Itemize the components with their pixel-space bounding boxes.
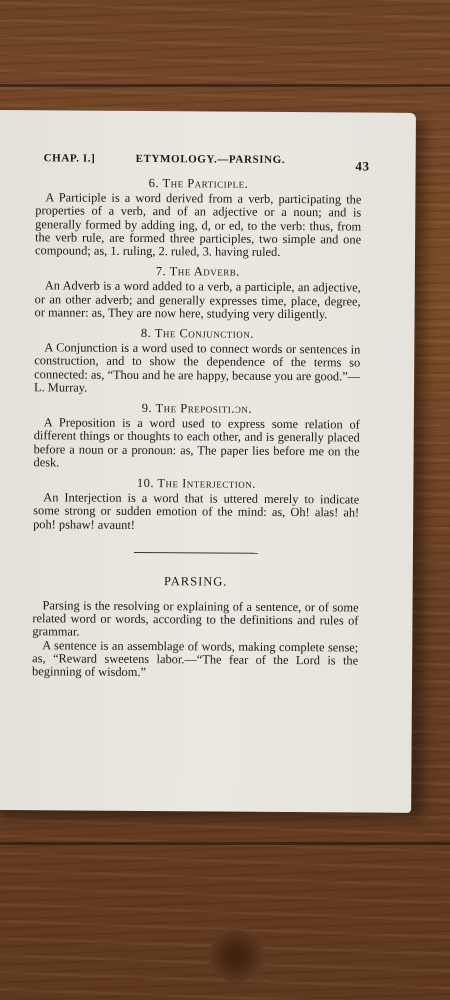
running-title: ETYMOLOGY.—PARSING. (135, 152, 286, 166)
section-heading: 8. The Conjunction. (140, 326, 254, 341)
section-text: A Preposition is a word used to express some relation of different things or thoughts to each other, and is generally placed before a noun or a pronoun: as, The paper lies before me on the desk. (33, 415, 360, 470)
wood-seam (0, 842, 450, 845)
section-heading: 6. The Participle. (148, 176, 249, 191)
parsing-definition: Parsing is the resolving or explaining of a sentence, or of some related word or words, according to the definitions and rules of grammar. (32, 598, 359, 640)
sentence-definition: A sentence is an assemblage of words, making complete sense; as, “Reward sweetens labor.—“The fear of the Lord is the beginning of wisdom.” (32, 637, 359, 680)
page-number: 43 (355, 158, 370, 174)
section-conjunction (34, 326, 360, 396)
section-interjection (33, 476, 359, 533)
section-heading: 9. The Prepositi.ɔn. (141, 401, 253, 416)
page-body (32, 176, 361, 681)
running-header (43, 148, 392, 174)
section-heading: 10. The Interjection. (136, 476, 256, 491)
section-divider (134, 552, 258, 554)
section-text: A Participle is a word derived from a verb, participating the properties of a verb, and of an adjective or a noun; and is generally formed by adding ing, d, or ed, to the verb: thus, from the verb rule, are formed three participles, two simple and one compound; as, 1. ruling, 2. ruled, 3. having ruled. (34, 190, 362, 259)
section-text: A Conjunction is a word used to connect words or sentences in construction, and to show the dependence of the terms so connected: as, “Thou and he are happy, because you are good.”—L. Murray. (34, 340, 361, 395)
section-participle (35, 176, 362, 259)
parsing-heading: PARSING. (163, 574, 228, 589)
chapter-label: CHAP. I.] (43, 152, 96, 165)
section-adverb (35, 264, 361, 321)
section-text: An Interjection is a word that is uttered merely to indicate some strong or sudden emotion of the mind: as, Oh! alas! ah! poh! pshaw! avaunt! (33, 490, 360, 532)
wood-seam (0, 84, 450, 87)
section-preposition (33, 401, 359, 471)
wood-knot (208, 930, 264, 982)
section-text: An Adverb is a word added to a verb, a participle, an adjective, or an other adverb; and generally expresses time, place, degree, or manner: as, They are now here, studying very diligently. (34, 278, 361, 322)
book-page (0, 110, 416, 813)
section-heading: 7. The Adverb. (155, 264, 240, 279)
